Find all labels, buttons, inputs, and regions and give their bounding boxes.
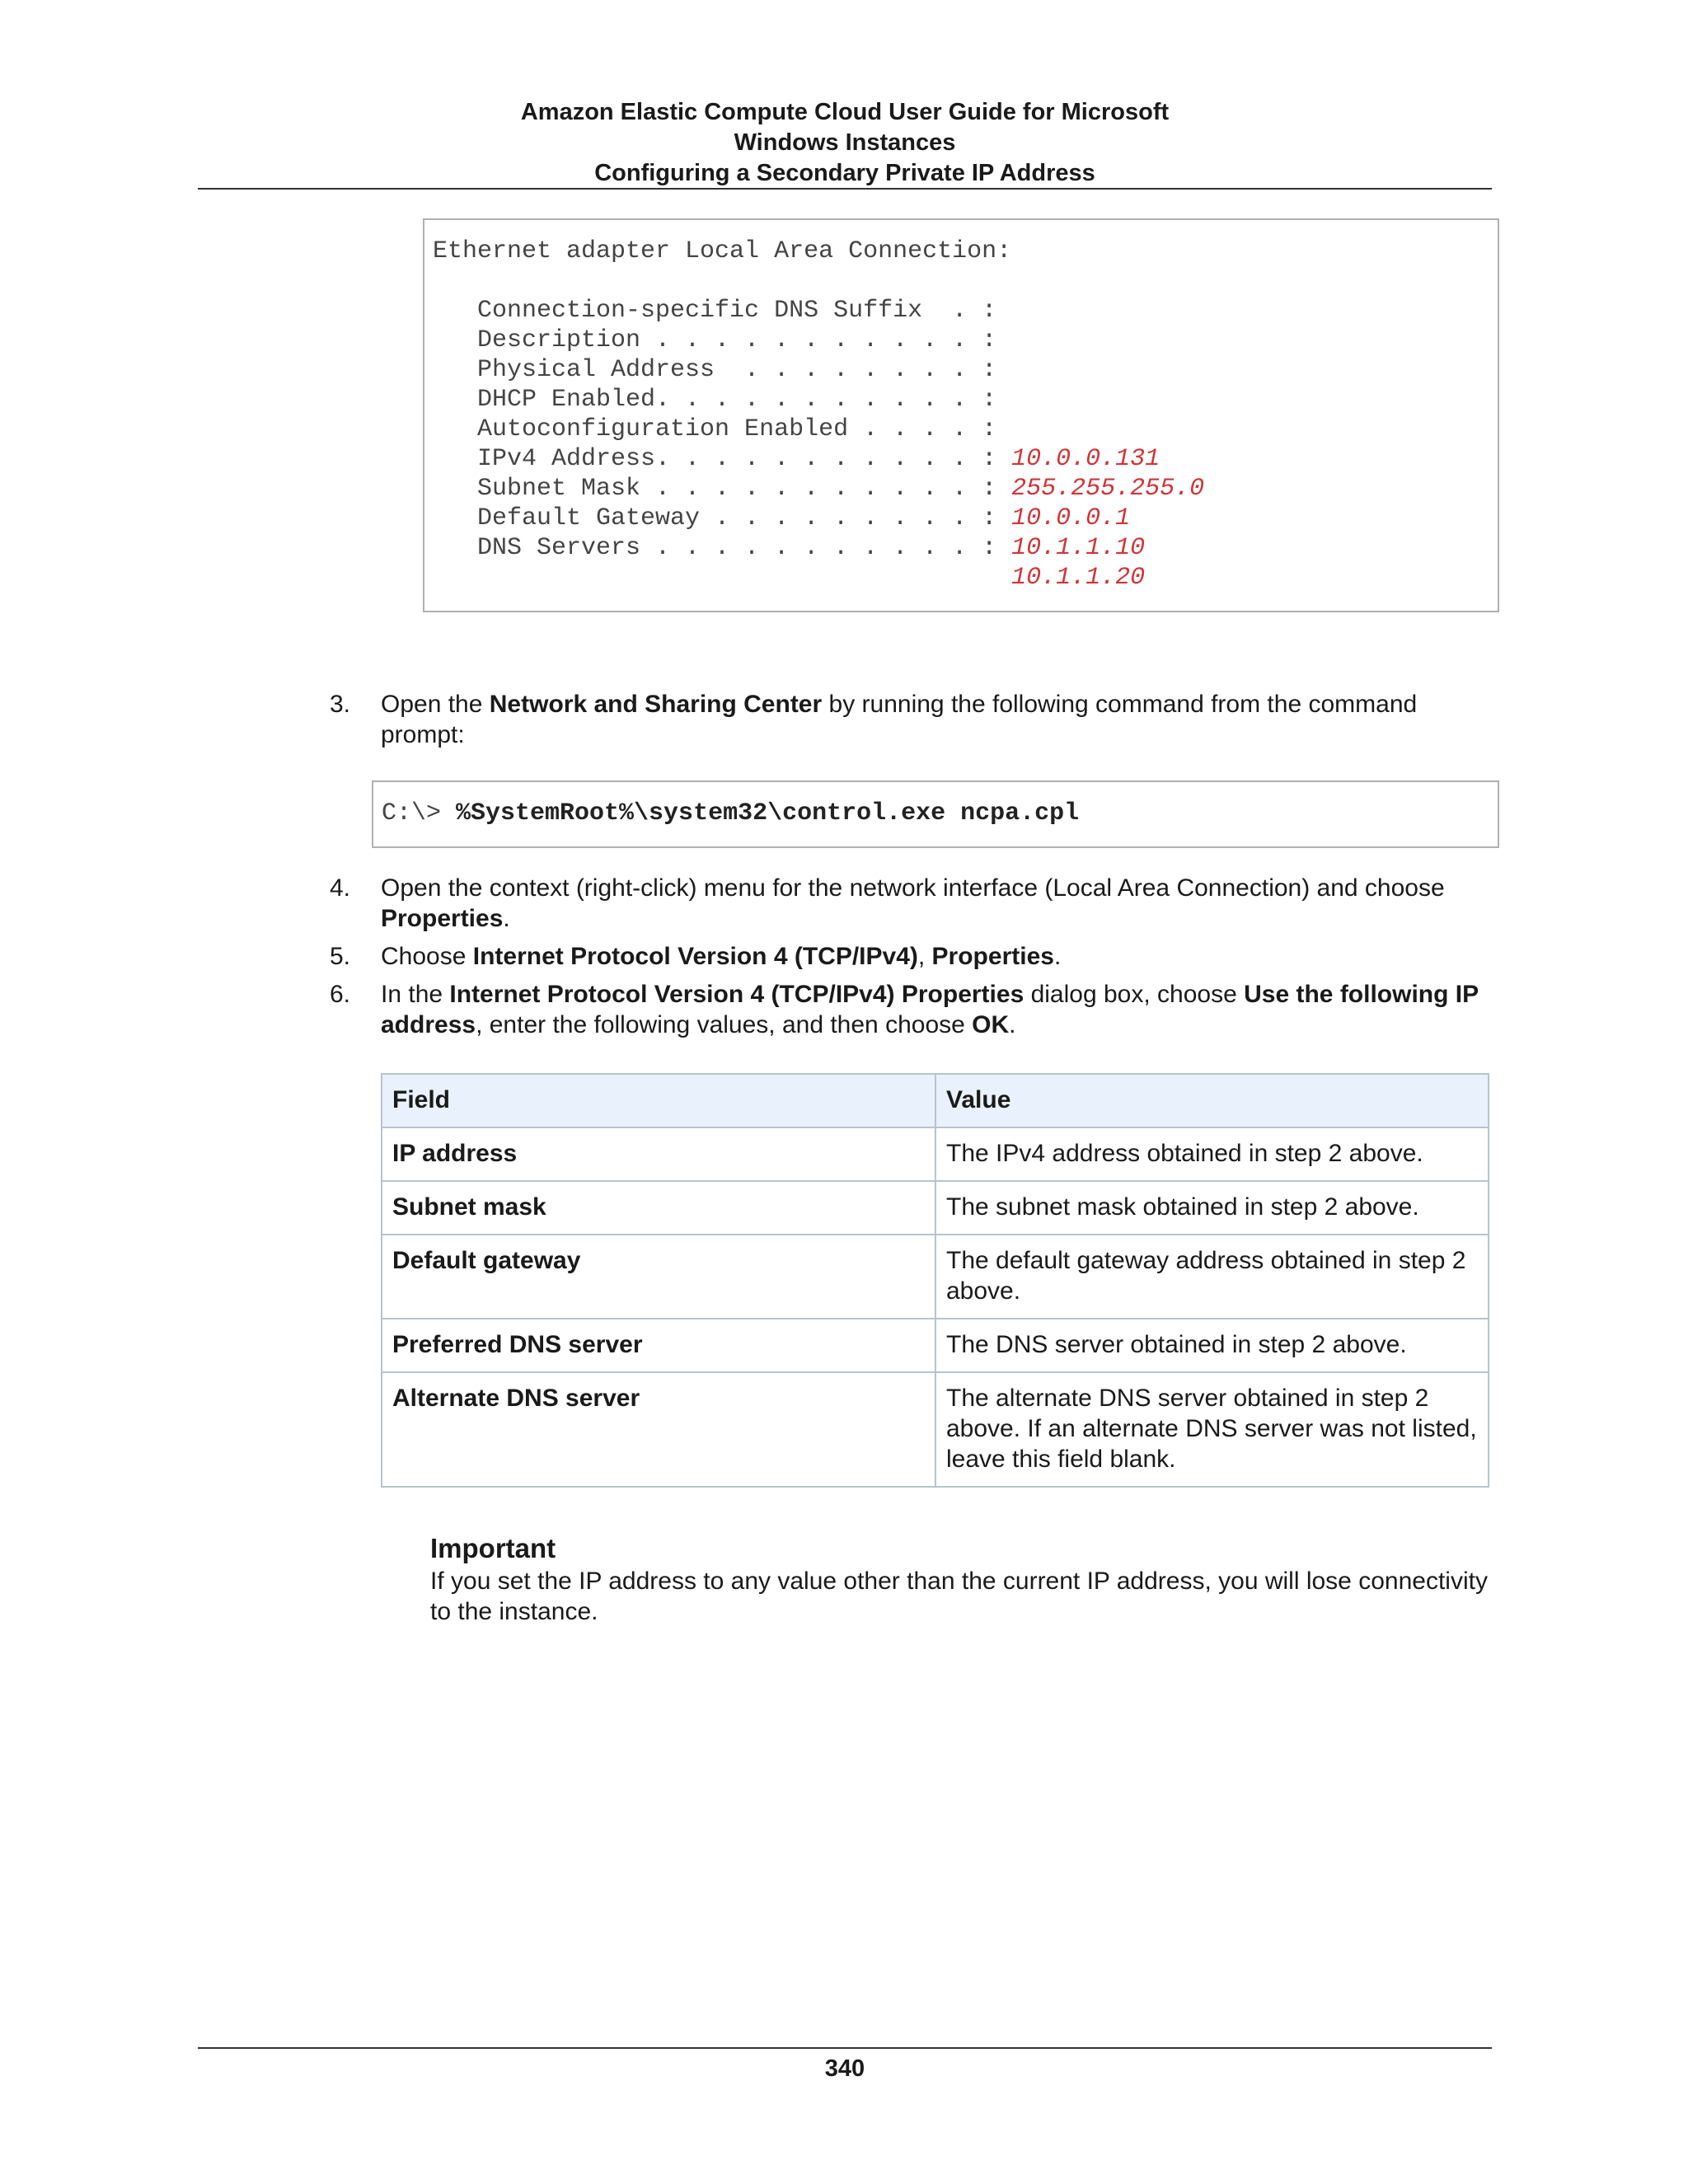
value-cell: The DNS server obtained in step 2 above. — [935, 1319, 1489, 1372]
command-prompt: C:\> — [382, 799, 457, 827]
step-text — [381, 689, 1502, 750]
ipconfig-label: Physical Address . . . . . . . . : — [433, 356, 997, 384]
step-number: 5. — [330, 943, 351, 970]
table-body — [382, 1127, 1489, 1487]
ipconfig-label: IPv4 Address. . . . . . . . . . . : — [433, 445, 1012, 473]
table-header-row — [382, 1074, 1489, 1127]
header-section-title: Configuring a Secondary Private IP Address — [594, 160, 1095, 186]
ipconfig-line — [433, 266, 1204, 296]
network-sharing-center-term: Network and Sharing Center — [489, 691, 823, 718]
ipconfig-label: Default Gateway . . . . . . . . . : — [433, 504, 1012, 532]
ipconfig-label: Description . . . . . . . . . . . : — [433, 326, 997, 354]
ipconfig-line — [433, 563, 1204, 593]
column-header-value: Value — [935, 1074, 1489, 1127]
step-text-part: , enter the following values, and then choose — [476, 1011, 973, 1038]
ipconfig-label: Connection-specific DNS Suffix . : — [433, 297, 997, 325]
ipconfig-line — [433, 385, 1204, 415]
ip-settings-table — [381, 1073, 1489, 1488]
ipconfig-value: 10.1.1.10 — [1011, 534, 1146, 562]
ipconfig-line — [433, 444, 1204, 474]
ipconfig-line — [433, 533, 1204, 563]
ipconfig-line — [433, 504, 1204, 533]
step-text-part: by running the following command from the command prompt: — [381, 691, 1418, 748]
value-cell: The default gateway address obtained in step 2 above. — [935, 1235, 1489, 1319]
command-block — [372, 780, 1499, 848]
ipconfig-label: DNS Servers . . . . . . . . . . . : — [433, 534, 1012, 562]
ipconfig-value: 10.0.0.1 — [1011, 504, 1131, 532]
field-cell: IP address — [382, 1127, 935, 1181]
step-number: 3. — [330, 691, 351, 718]
tcp-ipv4-term: Internet Protocol Version 4 (TCP/IPv4) — [472, 943, 918, 970]
step-text-part: , — [917, 943, 932, 970]
step-number: 6. — [330, 981, 351, 1008]
ipconfig-line — [433, 237, 1204, 266]
ipconfig-line — [433, 296, 1204, 326]
page-header — [198, 97, 1492, 189]
table-row — [382, 1181, 1489, 1235]
properties-term: Properties — [381, 905, 504, 932]
step-text-part: dialog box, choose — [1024, 981, 1245, 1008]
field-cell: Subnet mask — [382, 1181, 935, 1235]
step-text-part: Open the — [381, 691, 490, 718]
field-cell: Alternate DNS server — [382, 1372, 935, 1487]
step-text — [381, 941, 1502, 972]
command-text: %SystemRoot%\system32\control.exe ncpa.cpl — [456, 799, 1080, 827]
step-number: 4. — [330, 874, 351, 902]
value-cell: The IPv4 address obtained in step 2 above. — [935, 1127, 1489, 1181]
step-text-part: . — [503, 905, 510, 932]
header-title-line-2: Windows Instances — [734, 129, 956, 156]
ipconfig-value: 10.1.1.20 — [1011, 564, 1146, 592]
ipconfig-line — [433, 326, 1204, 355]
header-title-line-1: Amazon Elastic Compute Cloud User Guide for Microsoft — [520, 99, 1170, 125]
ipconfig-value: 255.255.255.0 — [1011, 475, 1205, 503]
ipconfig-lines — [433, 237, 1204, 593]
table-row — [382, 1372, 1489, 1487]
important-note — [430, 1531, 1493, 1627]
field-cell: Default gateway — [382, 1235, 935, 1319]
footer-divider — [198, 2047, 1492, 2049]
ipconfig-value: 10.0.0.131 — [1011, 445, 1160, 473]
value-cell: The alternate DNS server obtained in step 2 above. If an alternate DNS server was not listed, leave this field blank. — [935, 1372, 1489, 1487]
page-number: 340 — [824, 2055, 865, 2082]
ipconfig-label: Autoconfiguration Enabled . . . . : — [433, 415, 997, 443]
ok-term: OK — [972, 1011, 1010, 1038]
column-header-field: Field — [382, 1074, 935, 1127]
step-text — [381, 873, 1502, 934]
tcp-ipv4-properties-term: Internet Protocol Version 4 (TCP/IPv4) Properties — [449, 981, 1025, 1008]
value-cell: The subnet mask obtained in step 2 above. — [935, 1181, 1489, 1235]
header-divider — [198, 188, 1492, 190]
properties-term: Properties — [931, 943, 1054, 970]
important-title: Important — [430, 1533, 556, 1563]
command-line — [382, 799, 1079, 828]
step-text-part: Choose — [381, 943, 473, 970]
ipconfig-label — [433, 564, 1011, 592]
step-text-part: Open the context (right-click) menu for the network interface (Local Area Connection) and choose — [381, 874, 1445, 902]
ipconfig-line — [433, 474, 1204, 504]
table-row — [382, 1235, 1489, 1319]
ipconfig-label: DHCP Enabled. . . . . . . . . . . : — [433, 386, 997, 414]
ipconfig-label: Subnet Mask . . . . . . . . . . . : — [433, 475, 1012, 503]
ipconfig-line — [433, 415, 1204, 444]
ipconfig-line — [433, 355, 1204, 385]
field-cell: Preferred DNS server — [382, 1319, 935, 1372]
step-text-part: . — [1053, 943, 1062, 970]
step-text-part: . — [1009, 1011, 1016, 1038]
step-text-part: In the — [381, 981, 450, 1008]
use-following-ip-term: Use the following IP address — [381, 981, 1479, 1038]
table-row — [382, 1319, 1489, 1372]
ipconfig-label: Ethernet adapter Local Area Connection: — [433, 237, 1012, 265]
important-body: If you set the IP address to any value other than the current IP address, you will lose connectivity to the instance. — [430, 1568, 1488, 1625]
step-text — [381, 979, 1502, 1040]
ipconfig-output-block — [423, 218, 1499, 612]
table-row — [382, 1127, 1489, 1181]
